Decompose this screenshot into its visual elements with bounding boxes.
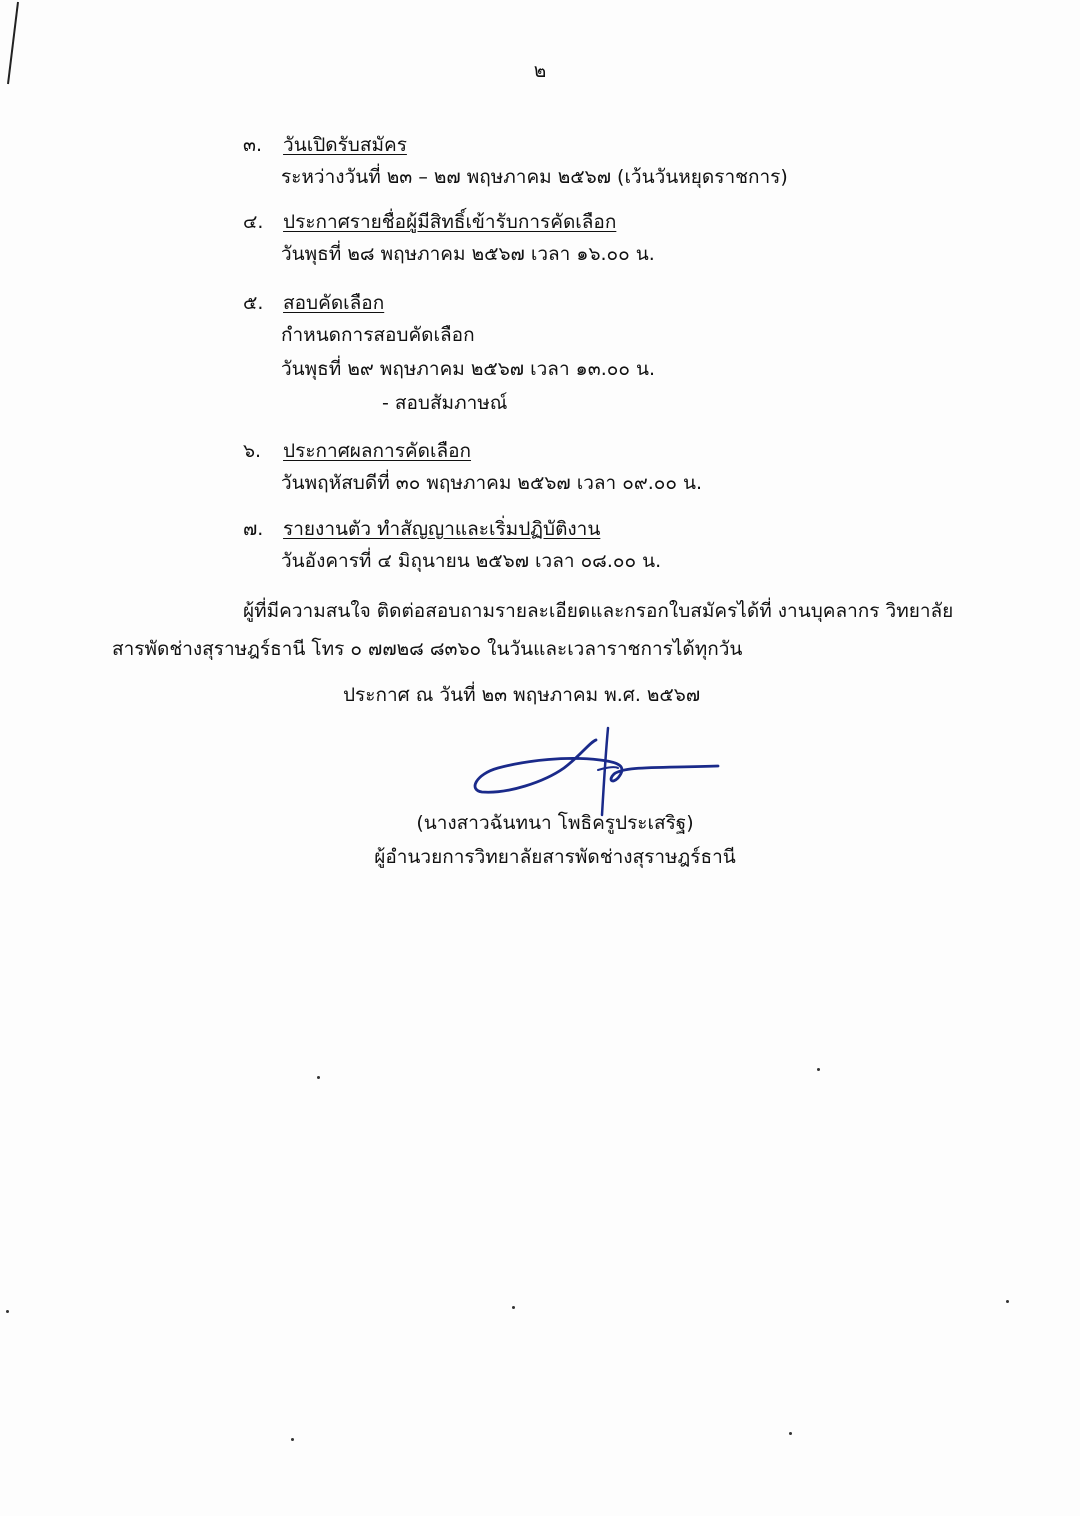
section-detail: วันอังคารที่ ๔ มิถุนายน ๒๕๖๗ เวลา ๐๘.๐๐ น. bbox=[281, 550, 662, 572]
scan-speck bbox=[817, 1068, 820, 1071]
signer-name: (นางสาวฉันทนา โพธิครูประเสริฐ) bbox=[416, 812, 694, 834]
page-number: ๒ bbox=[533, 60, 547, 82]
scan-speck bbox=[512, 1306, 515, 1309]
section-number: ๓. bbox=[243, 134, 263, 156]
signature-image bbox=[468, 720, 728, 820]
contact-paragraph bbox=[112, 592, 962, 668]
section-title: สอบคัดเลือก bbox=[283, 292, 385, 314]
section-number: ๖. bbox=[243, 440, 262, 462]
scan-speck bbox=[6, 1310, 9, 1313]
section-detail: วันพฤหัสบดีที่ ๓๐ พฤษภาคม ๒๕๖๗ เวลา ๐๙.๐๐ น. bbox=[281, 472, 703, 494]
section-title: รายงานตัว ทำสัญญาและเริ่มปฏิบัติงาน bbox=[283, 518, 601, 540]
section-title: ประกาศรายชื่อผู้มีสิทธิ์เข้ารับการคัดเลือก bbox=[283, 211, 617, 233]
contact-line-2: สารพัดช่างสุราษฎร์ธานี โทร ๐ ๗๗๒๘ ๘๓๖๐ ในวันและเวลาราชการได้ทุกวัน bbox=[112, 638, 743, 660]
section-number: ๕. bbox=[243, 292, 264, 314]
section-application-period bbox=[243, 130, 1003, 194]
section-title: วันเปิดรับสมัคร bbox=[283, 134, 407, 156]
scan-speck bbox=[1006, 1300, 1009, 1303]
section-detail: วันพุธที่ ๒๘ พฤษภาคม ๒๕๖๗ เวลา ๑๖.๐๐ น. bbox=[281, 243, 655, 265]
section-number: ๔. bbox=[243, 211, 264, 233]
scan-speck bbox=[291, 1438, 294, 1441]
section-detail: กำหนดการสอบคัดเลือก bbox=[281, 324, 475, 346]
section-eligible-list bbox=[243, 207, 1003, 271]
section-number: ๗. bbox=[243, 518, 264, 540]
section-report-for-duty bbox=[243, 514, 1003, 578]
signer-position: ผู้อำนวยการวิทยาลัยสารพัดช่างสุราษฎร์ธานี bbox=[374, 846, 736, 868]
scan-speck bbox=[317, 1076, 320, 1079]
contact-line-1: ผู้ที่มีความสนใจ ติดต่อสอบถามรายละเอียดและกรอกใบสมัครได้ที่ งานบุคลากร วิทยาลัย bbox=[243, 600, 954, 622]
signer-block bbox=[365, 806, 745, 874]
scan-speck bbox=[789, 1432, 792, 1435]
announcement-date: ประกาศ ณ วันที่ ๒๓ พฤษภาคม พ.ศ. ๒๕๖๗ bbox=[343, 684, 701, 706]
section-title: ประกาศผลการคัดเลือก bbox=[283, 440, 472, 462]
section-detail: วันพุธที่ ๒๙ พฤษภาคม ๒๕๖๗ เวลา ๑๓.๐๐ น. bbox=[281, 358, 655, 380]
section-sub-item: - สอบสัมภาษณ์ bbox=[382, 392, 508, 414]
section-detail: ระหว่างวันที่ ๒๓ – ๒๗ พฤษภาคม ๒๕๖๗ (เว้นวันหยุดราชการ) bbox=[281, 166, 788, 188]
section-result-announcement bbox=[243, 436, 1003, 500]
section-selection-exam bbox=[243, 288, 1003, 420]
